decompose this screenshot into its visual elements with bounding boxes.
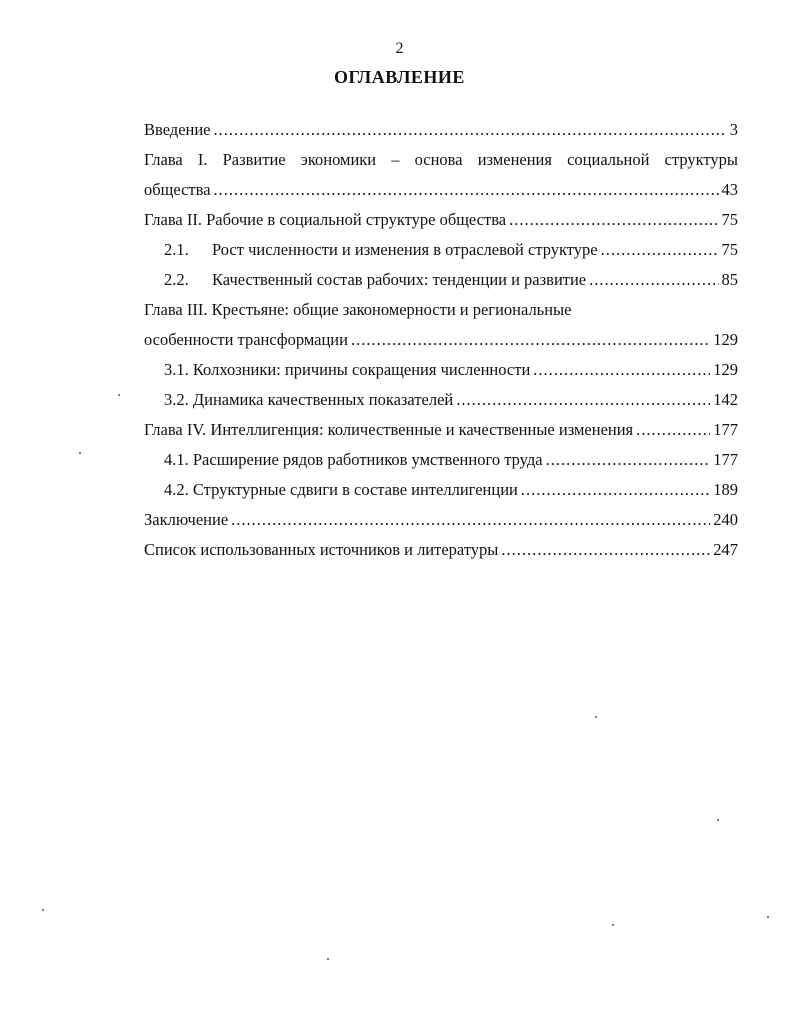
- toc-entry-text: общества: [144, 180, 211, 199]
- toc-entry-chapter-1-line-1: [144, 145, 738, 175]
- scan-speck: [118, 394, 120, 396]
- toc-entry-intro: [144, 115, 738, 145]
- toc-entry-page: 189: [713, 480, 738, 499]
- toc-entry-text: особенности трансформации: [144, 330, 348, 349]
- page-title: ОГЛАВЛЕНИЕ: [334, 67, 465, 87]
- dot-leader: [521, 475, 710, 505]
- table-of-contents: [144, 115, 738, 565]
- dot-leader: [601, 235, 719, 265]
- toc-entry-page: 247: [713, 540, 738, 559]
- toc-entry-conclusion: [144, 505, 738, 535]
- toc-entry-text: 3.2. Динамика качественных показателей: [164, 390, 454, 409]
- toc-word: структуры: [664, 150, 738, 169]
- toc-entry-sources: [144, 535, 738, 565]
- dot-leader: [533, 355, 710, 385]
- toc-entry-text: 3.1. Колхозники: причины сокращения численности: [164, 360, 531, 379]
- toc-entry-text: Рост численности и изменения в отраслевой структуре: [212, 240, 598, 259]
- toc-entry-section-4-2: [144, 475, 738, 505]
- scan-speck: [595, 716, 597, 718]
- toc-entry-text: Список использованных источников и литературы: [144, 540, 499, 559]
- toc-word: основа: [414, 150, 463, 169]
- toc-entry-page: 129: [713, 360, 738, 379]
- toc-entry-section-3-1: [144, 355, 738, 385]
- toc-entry-chapter-1-line-2: [144, 175, 738, 205]
- toc-entry-page: 75: [721, 210, 738, 229]
- dot-leader: [351, 325, 710, 355]
- toc-word: Развитие: [222, 150, 286, 169]
- toc-entry-chapter-3-line-2: [144, 325, 738, 355]
- toc-entry-chapter-4: [144, 415, 738, 445]
- dot-leader: [636, 415, 710, 445]
- toc-entry-page: 3: [729, 120, 738, 139]
- toc-entry-text: Качественный состав рабочих: тенденции и развитие: [212, 270, 587, 289]
- page-number: 2: [395, 40, 404, 57]
- scan-speck: [79, 452, 81, 454]
- toc-entry-page: 142: [713, 390, 738, 409]
- toc-entry-text: 4.1. Расширение рядов работников умственного труда: [164, 450, 543, 469]
- scan-speck: [717, 819, 719, 821]
- toc-word: социальной: [567, 150, 650, 169]
- dot-leader: [214, 175, 719, 205]
- toc-entry-page: 43: [721, 180, 738, 199]
- dot-leader: [589, 265, 718, 295]
- scan-speck: [42, 909, 44, 911]
- toc-word: изменения: [477, 150, 552, 169]
- toc-entry-chapter-2: [144, 205, 738, 235]
- dot-leader: [501, 535, 710, 565]
- toc-entry-page: 129: [713, 330, 738, 349]
- dot-leader: [231, 505, 710, 535]
- dot-leader: [214, 115, 727, 145]
- dot-leader: [456, 385, 710, 415]
- toc-entry-text: Введение: [144, 120, 211, 139]
- scan-speck: [327, 958, 329, 960]
- toc-entry-page: 177: [713, 420, 738, 439]
- toc-entry-text: Заключение: [144, 510, 229, 529]
- toc-entry-section-4-1: [144, 445, 738, 475]
- toc-entry-number: 2.2.: [164, 270, 189, 289]
- toc-word: –: [391, 150, 400, 169]
- toc-entry-text: Глава II. Рабочие в социальной структуре общества: [144, 210, 507, 229]
- toc-entry-chapter-3-line-1: [144, 295, 738, 325]
- toc-entry-text: Глава IV. Интеллигенция: количественные и качественные изменения: [144, 420, 634, 439]
- toc-entry-page: 85: [721, 270, 738, 289]
- toc-word: экономики: [300, 150, 377, 169]
- toc-word: I.: [197, 150, 208, 169]
- scan-speck: [612, 924, 614, 926]
- toc-entry-section-2-2: [144, 265, 738, 295]
- toc-word: Глава: [144, 150, 183, 169]
- scan-speck: [767, 916, 769, 918]
- dot-leader: [546, 445, 711, 475]
- toc-entry-page: 75: [721, 240, 738, 259]
- toc-entry-text: 4.2. Структурные сдвиги в составе интеллигенции: [164, 480, 518, 499]
- toc-entry-number: 2.1.: [164, 240, 189, 259]
- toc-entry-text: Глава III. Крестьяне: общие закономерности и региональные: [144, 300, 572, 319]
- toc-entry-section-3-2: [144, 385, 738, 415]
- toc-entry-section-2-1: [144, 235, 738, 265]
- toc-entry-page: 177: [713, 450, 738, 469]
- dot-leader: [509, 205, 718, 235]
- toc-entry-page: 240: [713, 510, 738, 529]
